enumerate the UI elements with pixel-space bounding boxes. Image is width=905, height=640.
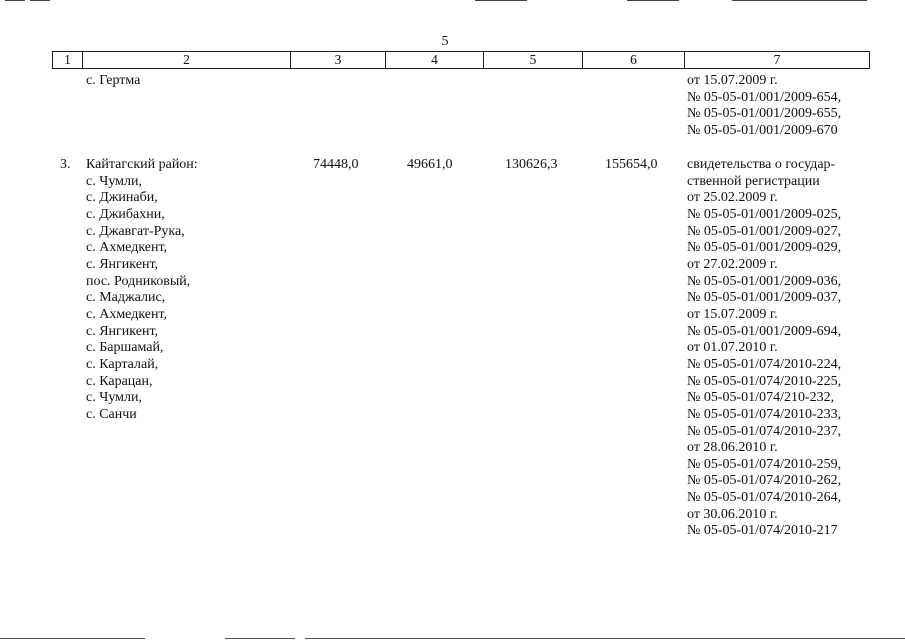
document-line: № 05-05-01/001/2009-025, bbox=[687, 206, 842, 222]
settlement-item: с. Маджалис, bbox=[86, 290, 166, 306]
bottom-edge-line bbox=[305, 638, 905, 639]
row3-col5-value: 130626,3 bbox=[505, 157, 558, 172]
settlement-item: с. Янгикент, bbox=[86, 256, 159, 272]
row3-col3-value: 74448,0 bbox=[313, 157, 359, 172]
document-line: от 30.06.2010 г. bbox=[687, 506, 778, 522]
row3-locality-list bbox=[86, 157, 198, 424]
settlement-item: с. Джибахни, bbox=[86, 206, 165, 222]
prev-settlement: с. Гертма bbox=[86, 73, 141, 88]
document-line: от 27.02.2009 г. bbox=[687, 256, 778, 272]
document-line: № 05-05-01/074/2010-259, bbox=[687, 456, 842, 472]
bottom-edge-line bbox=[225, 638, 295, 639]
settlement-item: с. Карацан, bbox=[86, 373, 153, 389]
table-header bbox=[52, 51, 870, 69]
document-line: № 05-05-01/074/2010-217 bbox=[687, 523, 838, 539]
document-line: № 05-05-01/074/2010-225, bbox=[687, 373, 842, 389]
settlement-item: с. Чумли, bbox=[86, 390, 142, 406]
document-line: № 05-05-01/001/2009-027, bbox=[687, 223, 842, 239]
header-col-2: 2 bbox=[82, 52, 290, 68]
document-line: № 05-05-01/074/210-232, bbox=[687, 390, 835, 406]
district-name: Кайтагский район: bbox=[86, 157, 198, 172]
top-edge-line bbox=[5, 0, 25, 1]
document-line: от 15.07.2009 г. bbox=[687, 306, 778, 322]
settlement-item: с. Янгикент, bbox=[86, 323, 159, 339]
top-edge-line bbox=[732, 0, 867, 1]
settlement-item: с. Карталай, bbox=[86, 356, 159, 372]
bottom-edge-line bbox=[0, 638, 145, 639]
document-line: № 05-05-01/001/2009-036, bbox=[687, 273, 842, 289]
settlement-item: с. Джинаби, bbox=[86, 190, 158, 206]
top-edge-line bbox=[627, 0, 679, 1]
settlement-item: с. Ахмедкент, bbox=[86, 306, 168, 322]
row3-col6-value: 155654,0 bbox=[605, 157, 658, 172]
settlement-item: с. Ахмедкент, bbox=[86, 240, 168, 256]
document-line: № 05-05-01/074/2010-264, bbox=[687, 490, 842, 506]
row3-documents bbox=[687, 157, 841, 540]
header-col-1: 1 bbox=[52, 52, 82, 68]
header-col-5: 5 bbox=[483, 52, 582, 68]
document-line: свидетельства о государ- bbox=[687, 157, 836, 172]
document-line: от 15.07.2009 г. bbox=[687, 73, 778, 88]
top-edge-line bbox=[475, 0, 527, 1]
settlement-item: с. Джавгат-Рука, bbox=[86, 223, 185, 239]
document-line: № 05-05-01/001/2009-694, bbox=[687, 323, 842, 339]
document-line: № 05-05-01/074/2010-233, bbox=[687, 406, 842, 422]
document-line: № 05-05-01/074/2010-237, bbox=[687, 423, 842, 439]
document-line: № 05-05-01/001/2009-029, bbox=[687, 240, 842, 256]
document-line: от 25.02.2009 г. bbox=[687, 190, 778, 206]
document-line: ственной регистрации bbox=[687, 173, 820, 189]
document-line: от 01.07.2010 г. bbox=[687, 340, 778, 356]
prev-documents bbox=[687, 73, 841, 140]
settlement-item: пос. Родниковый, bbox=[86, 273, 191, 289]
header-col-7: 7 bbox=[684, 52, 870, 68]
document-line: № 05-05-01/001/2009-654, bbox=[687, 89, 842, 105]
document-line: № 05-05-01/074/2010-224, bbox=[687, 356, 842, 372]
document-line: от 28.06.2010 г. bbox=[687, 440, 778, 456]
header-col-3: 3 bbox=[290, 52, 385, 68]
document-line: № 05-05-01/001/2009-037, bbox=[687, 290, 842, 306]
page-number: 5 bbox=[441, 34, 449, 49]
row-number: 3. bbox=[60, 157, 71, 172]
settlement-item: с. Баршамай, bbox=[86, 340, 164, 356]
document-line: № 05-05-01/001/2009-670 bbox=[687, 122, 838, 138]
header-col-4: 4 bbox=[385, 52, 483, 68]
document-line: № 05-05-01/001/2009-655, bbox=[687, 106, 842, 122]
document-line: № 05-05-01/074/2010-262, bbox=[687, 473, 842, 489]
top-edge-line bbox=[30, 0, 50, 1]
settlement-item: с. Чумли, bbox=[86, 173, 142, 189]
settlement-item: с. Санчи bbox=[86, 406, 137, 422]
row3-col4-value: 49661,0 bbox=[407, 157, 453, 172]
header-col-6: 6 bbox=[582, 52, 684, 68]
